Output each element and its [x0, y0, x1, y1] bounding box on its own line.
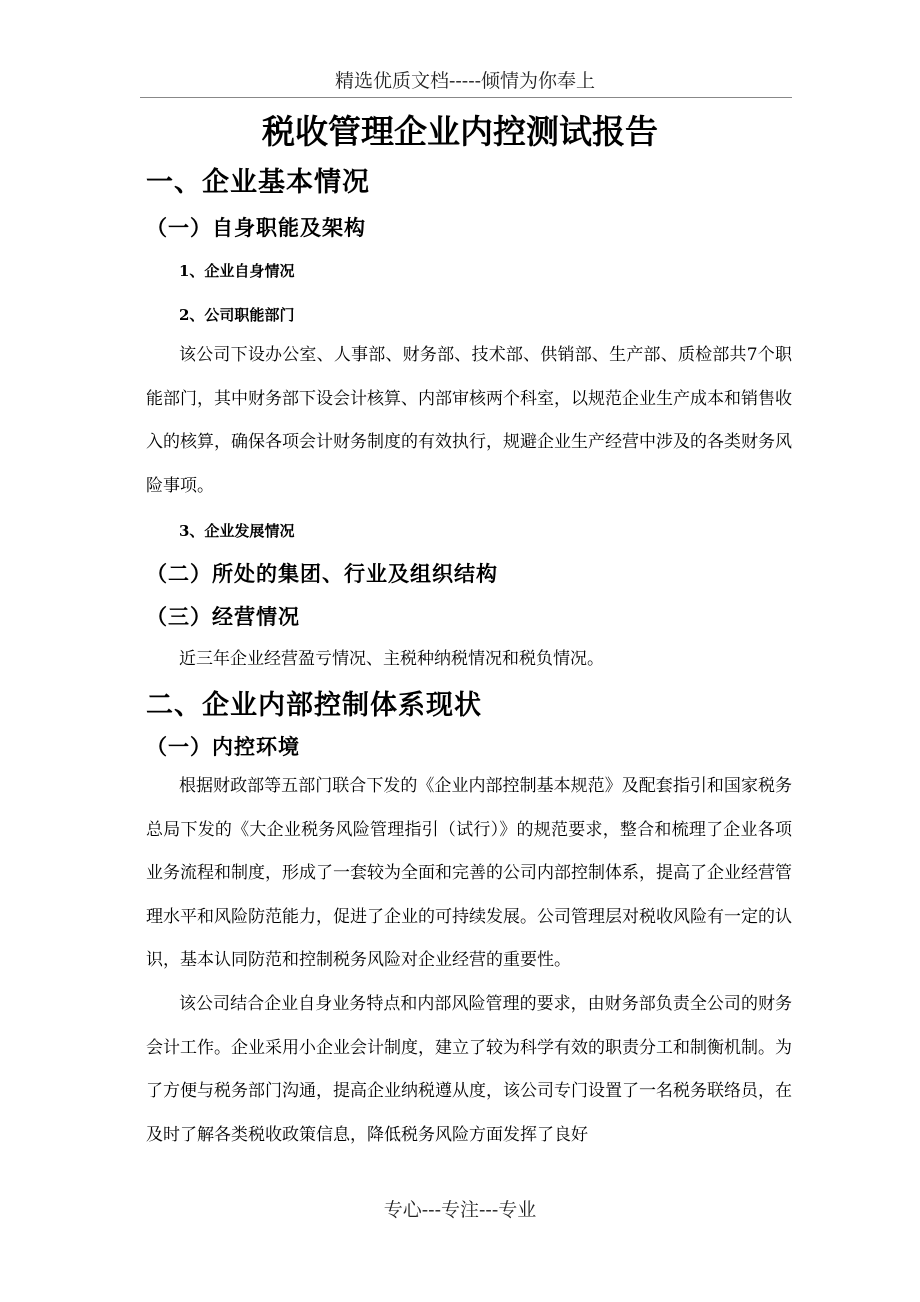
section-1-item-1: 1、企业自身情况: [179, 262, 295, 280]
section-1-sub-2-heading: （二）所处的集团、行业及组织结构: [146, 561, 498, 586]
section-1-item-2: 2、公司职能部门: [179, 306, 295, 324]
section-1-heading: 一、企业基本情况: [146, 167, 370, 198]
section-2-sub-1-heading: （一）内控环境: [146, 734, 300, 759]
section-1-sub-1-heading: （一）自身职能及架构: [146, 215, 366, 240]
section-1-sub-3-heading: （三）经营情况: [146, 604, 300, 629]
section-1-item-3: 3、企业发展情况: [179, 522, 295, 540]
document-title: 税收管理企业内控测试报告: [262, 112, 658, 151]
control-environment-paragraph-2: 该公司结合企业自身业务特点和内部风险管理的要求，由财务部负责全公司的财务会计工作。企业采用小企业会计制度，建立了较为科学有效的职责分工和制衡机制。为了方便与税务部门沟通，提高企业纳税遵从度，该公司专门设置了一名税务联络员，在及时了解各类税收政策信息，降低税务风险方面发挥了良好: [146, 994, 792, 1145]
control-environment-paragraph-1: 根据财政部等五部门联合下发的《企业内部控制基本规范》及配套指引和国家税务总局下发的《大企业税务风险管理指引（试行）》的规范要求，整合和梳理了企业各项业务流程和制度，形成了一套较为全面和完善的公司内部控制体系，提高了企业经营管理水平和风险防范能力，促进了企业的可持续发展。公司管理层对税收风险有一定的认识，基本认同防范和控制税务风险对企业经营的重要性。: [146, 776, 792, 970]
page-header: 精选优质文档-----倾情为你奉上: [334, 70, 596, 92]
section-2-heading: 二、企业内部控制体系现状: [146, 690, 482, 721]
departments-paragraph: 该公司下设办公室、人事部、财务部、技术部、供销部、生产部、质检部共7个职能部门，其中财务部下设会计核算、内部审核两个科室，以规范企业生产成本和销售收入的核算，确保各项会计财务制度的有效执行，规避企业生产经营中涉及的各类财务风险事项。: [146, 345, 792, 496]
header-divider: [140, 97, 792, 98]
operations-paragraph: 近三年企业经营盈亏情况、主税种纳税情况和税负情况。: [179, 649, 604, 669]
page-footer: 专心---专注---专业: [383, 1199, 537, 1221]
